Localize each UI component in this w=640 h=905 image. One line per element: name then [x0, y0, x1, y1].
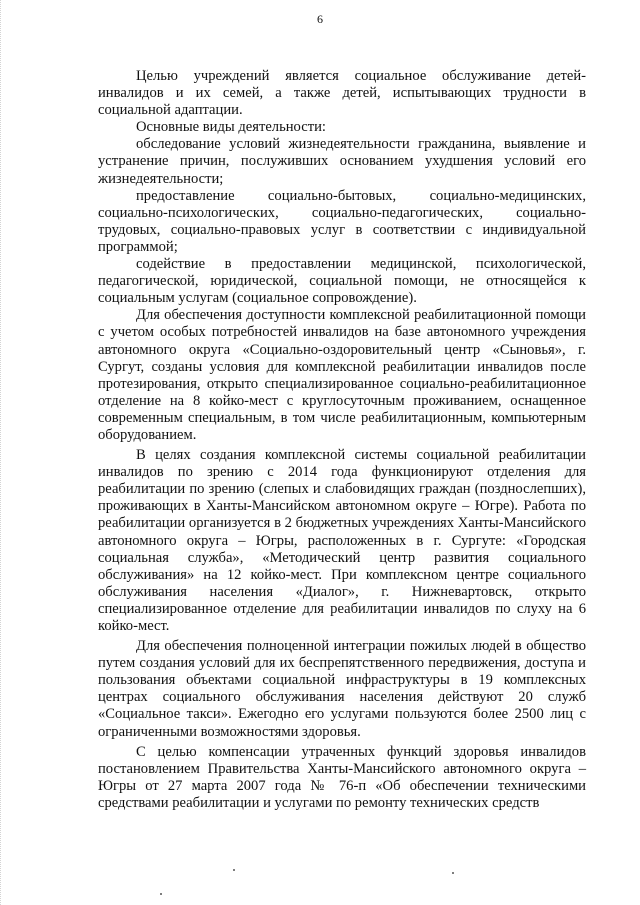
paragraph-activity-assistance: содействие в предоставлении медицинской, психологической, педагогической, юридической, социальной помощи, не относящейся к социальным услугам (социальное сопровождение). — [98, 256, 586, 307]
paragraph-social-taxi: Для обеспечения полноценной интеграции пожилых людей в общество путем создания условий для их беспрепятственного передвижения, доступа и пользования объектами социальной инфраструктуры в 19 комплексных центрах социального обслуживания населения действуют 20 служб «Социальное такси». Ежегодно его услугами пользуются более 2500 лиц с ограниченными возможностями здоровья. — [98, 638, 586, 740]
paragraph-rehabilitation-center: Для обеспечения доступности комплексной реабилитационной помощи с учетом особых потребностей инвалидов на базе автономного учреждения автономного округа «Социально-оздоровительный центр «Сыновья», г. Сургут, созданы условия для комплексной реабилитации инвалидов после протезирования, открыто специализированное социально-реабилитационное отделение на 8 койко-мест с круглосуточным проживанием, оснащенное современным специальным, в том числе реабилитационным, компьютерным оборудованием. — [98, 307, 586, 443]
document-body — [98, 68, 586, 812]
paragraph-vision-rehabilitation: В целях создания комплексной системы социальной реабилитации инвалидов по зрению с 2014 года функционируют отделения для реабилитации по зрению (слепых и слабовидящих граждан (позднослепших), проживающих в Ханты-Мансийском автономном округе – Югре). Работа по реабилитации организуется в 2 бюджетных учреждениях Ханты-Мансийского автономного округа – Югры, расположенных в г. Сургуте: «Городская социальная служба», «Методический центр развития социального обслуживания» на 12 койко-мест. При комплексном центре социального обслуживания населения «Диалог», г. Нижневартовск, открыто специализированное отделение для реабилитации инвалидов по слуху на 6 койко-мест. — [98, 447, 586, 634]
paragraph-purpose: Целью учреждений является социальное обслуживание детей-инвалидов и их семей, а также детей, испытывающих трудности в социальной адаптации. — [98, 68, 586, 119]
scan-speck — [452, 872, 454, 874]
scan-speck — [233, 869, 235, 871]
paragraph-activity-survey: обследование условий жизнедеятельности гражданина, выявление и устранение причин, послуживших основанием ухудшения условий его жизнедеятельности; — [98, 136, 586, 187]
scan-edge-left — [0, 0, 15, 905]
page-number: 6 — [317, 12, 323, 26]
scan-speck — [160, 893, 162, 895]
paragraph-technical-means: С целью компенсации утраченных функций здоровья инвалидов постановлением Правительства Ханты-Мансийского автономного округа – Югры от 27 марта 2007 года № 76-п «Об обеспечении техническими средствами реабилитации и услугами по ремонту технических средств — [98, 743, 586, 811]
paragraph-activities-heading: Основные виды деятельности: — [136, 119, 326, 136]
paragraph-activity-services: предоставление социально-бытовых, социально-медицинских, социально-психологических, социально-педагогических, социально-трудовых, социально-правовых услуг в соответствии с индивидуальной программой; — [98, 187, 586, 255]
